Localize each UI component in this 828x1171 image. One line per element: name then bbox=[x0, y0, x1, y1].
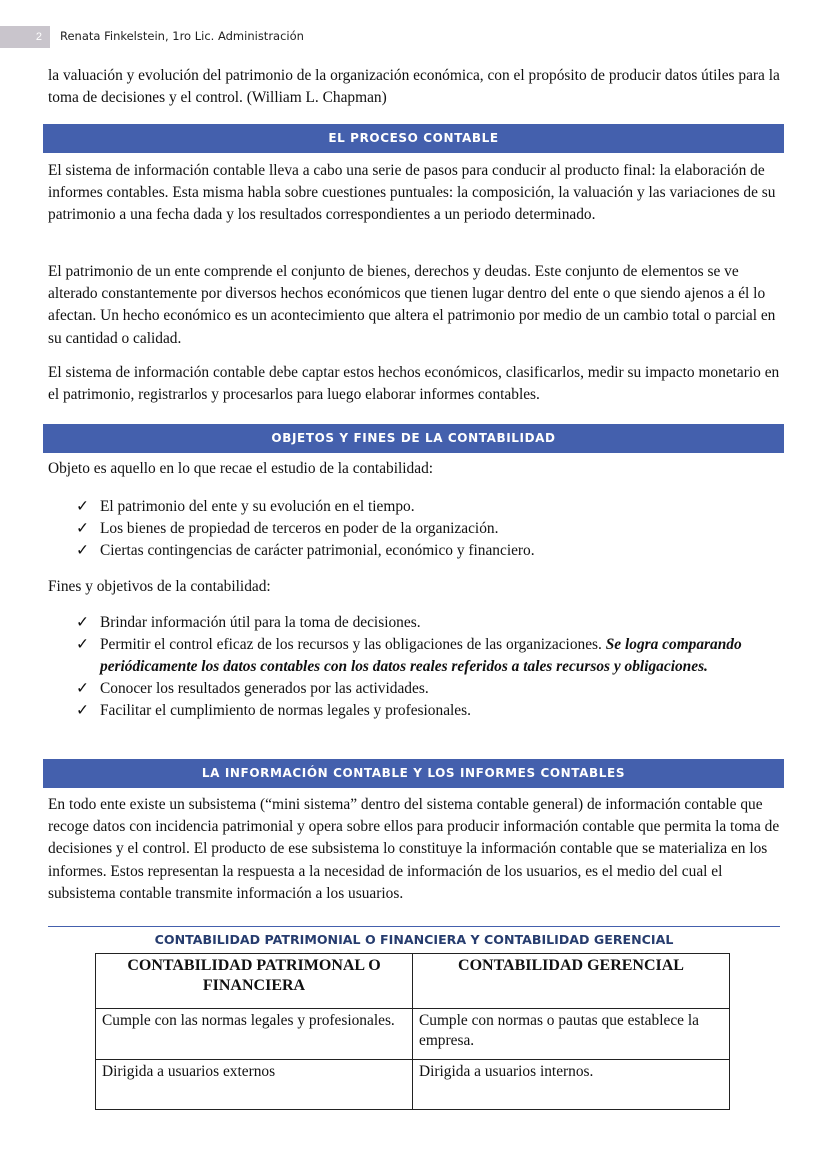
table-header-row bbox=[96, 954, 730, 1009]
table-title: CONTABILIDAD PATRIMONIAL O FINANCIERA Y CONTABILIDAD GERENCIAL bbox=[154, 932, 674, 947]
check-icon: ✓ bbox=[76, 542, 89, 559]
paragraph: Objeto es aquello en lo que recae el estudio de la contabilidad: bbox=[48, 460, 434, 477]
list-item: ✓ Brindar información útil para la toma de decisiones. bbox=[76, 612, 776, 634]
list-item: ✓ Conocer los resultados generados por las actividades. bbox=[76, 678, 776, 700]
table-cell: Dirigida a usuarios externos bbox=[96, 1060, 413, 1110]
paragraph: El patrimonio de un ente comprende el conjunto de bienes, derechos y deudas. Este conjunto de elementos se ve alterado constantemente por diversos hechos económicos que tienen lugar dentro del ente o que siendo ajenos a él lo afectan. Un hecho económico es un acontecimiento que altera el patrimonio por medio de un cambio total o parcial en su cantidad o calidad. bbox=[48, 263, 776, 347]
running-header: Renata Finkelstein, 1ro Lic. Administración bbox=[60, 29, 304, 43]
list-item: ✓ Facilitar el cumplimiento de normas legales y profesionales. bbox=[76, 700, 776, 722]
list-item: ✓ Permitir el control eficaz de los recursos y las obligaciones de las organizaciones. Se logra comparando periódicamente los datos contables con los datos reales referidos a tales recursos y obligaciones. bbox=[76, 636, 742, 675]
table-cell: Cumple con normas o pautas que establece la empresa. bbox=[413, 1009, 730, 1060]
list-item: ✓ El patrimonio del ente y su evolución en el tiempo. bbox=[76, 496, 776, 518]
check-icon: ✓ bbox=[76, 498, 89, 515]
list-item: ✓ Los bienes de propiedad de terceros en poder de la organización. bbox=[76, 518, 776, 540]
list-item: ✓ Ciertas contingencias de carácter patrimonial, económico y financiero. bbox=[76, 540, 776, 562]
check-icon: ✓ bbox=[76, 520, 89, 537]
check-icon: ✓ bbox=[76, 680, 89, 697]
paragraph: En todo ente existe un subsistema (“mini sistema” dentro del sistema contable general) de información contable que recoge datos con incidencia patrimonial y opera sobre ellos para producir información contable que permita la toma de decisiones y el control. El producto de ese subsistema lo constituye la información contable que se materializa en los informes. Estos representan la respuesta a la necesidad de información de los usuarios, es el medio del cual el subsistema contable transmite información a los usuarios. bbox=[48, 796, 780, 902]
section-heading: LA INFORMACIÓN CONTABLE Y LOS INFORMES CONTABLES bbox=[43, 759, 784, 788]
comparison-table bbox=[95, 953, 730, 1110]
check-icon: ✓ bbox=[76, 702, 89, 719]
objeto-list bbox=[76, 496, 776, 562]
table-cell: Dirigida a usuarios internos. bbox=[413, 1060, 730, 1110]
table-cell: Cumple con las normas legales y profesionales. bbox=[96, 1009, 413, 1060]
divider bbox=[48, 926, 780, 927]
check-icon: ✓ bbox=[76, 614, 89, 631]
section-heading: EL PROCESO CONTABLE bbox=[43, 124, 784, 153]
paragraph: El sistema de información contable lleva a cabo una serie de pasos para conducir al producto final: la elaboración de informes contables. Esta misma habla sobre cuestiones puntuales: la composición, la valuación y las variaciones de su patrimonio a una fecha dada y los resultados correspondientes a un periodo determinado. bbox=[48, 162, 776, 224]
fines-list bbox=[76, 612, 776, 722]
table-row bbox=[96, 1009, 730, 1060]
table-row bbox=[96, 1060, 730, 1110]
emphasis-text: Se logra comparando periódicamente los datos contables con los datos reales referidos a tales recursos y obligaciones. bbox=[100, 636, 742, 675]
check-icon: ✓ bbox=[76, 636, 89, 653]
intro-paragraph: la valuación y evolución del patrimonio de la organización económica, con el propósito de producir datos útiles para la toma de decisiones y el control. (William L. Chapman) bbox=[48, 67, 780, 107]
column-header: CONTABILIDAD PATRIMONAL O FINANCIERA bbox=[96, 954, 413, 1009]
paragraph: El sistema de información contable debe captar estos hechos económicos, clasificarlos, medir su impacto monetario en el patrimonio, registrarlos y procesarlos para luego elaborar informes contables. bbox=[48, 364, 780, 404]
page-number: 2 bbox=[0, 26, 50, 48]
paragraph: Fines y objetivos de la contabilidad: bbox=[48, 578, 271, 595]
section-heading: OBJETOS Y FINES DE LA CONTABILIDAD bbox=[43, 424, 784, 453]
column-header: CONTABILIDAD GERENCIAL bbox=[413, 954, 730, 1009]
